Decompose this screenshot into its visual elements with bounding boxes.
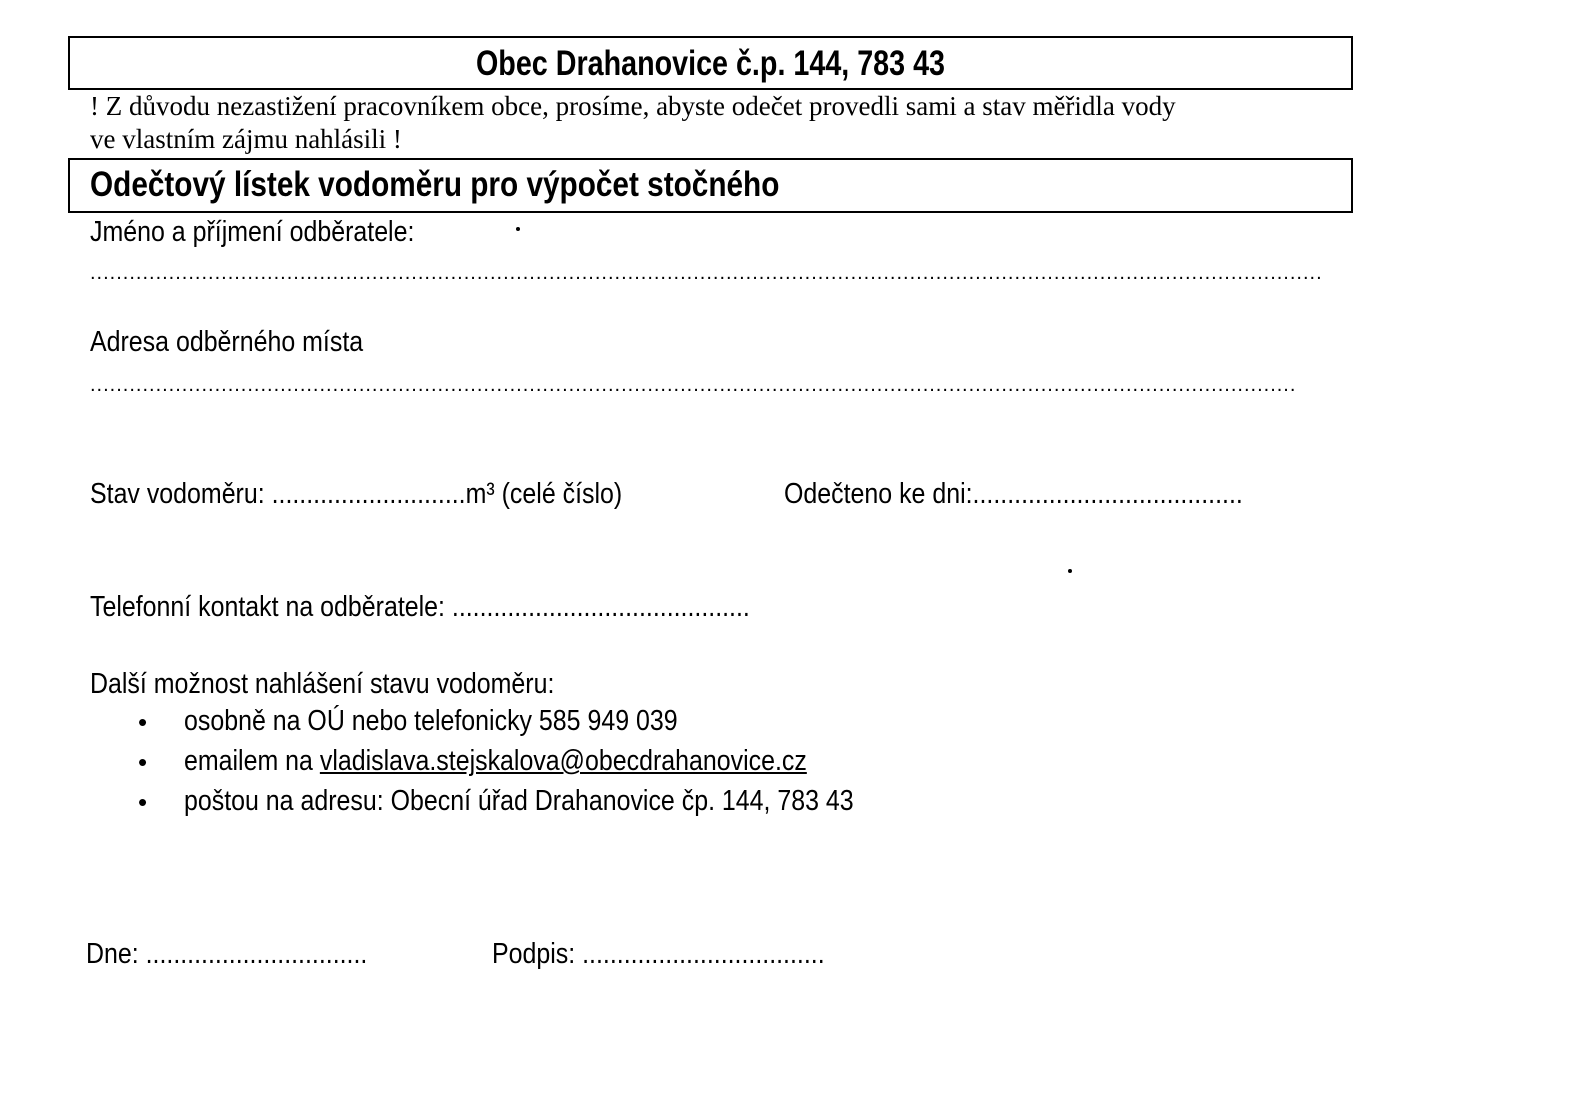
option-in-person: osobně na OÚ nebo telefonicky 585 949 039 bbox=[184, 705, 678, 737]
form-heading: Odečtový lístek vodoměru pro výpočet stočného bbox=[90, 165, 780, 204]
notice-line-1: ! Z důvodu nezastižení pracovníkem obce, prosíme, abyste odečet provedli sami a stav měřidla vody bbox=[90, 91, 1176, 121]
meter-reading-field[interactable] bbox=[90, 478, 622, 511]
address-label: Adresa odběrného místa bbox=[90, 326, 364, 358]
option-email bbox=[184, 745, 807, 778]
date-field[interactable]: Dne: ................................ bbox=[86, 938, 368, 970]
meter-reading-label: Stav vodoměru: ............................ bbox=[90, 478, 466, 510]
page-title: Obec Drahanovice č.p. 144, 783 43 bbox=[475, 44, 946, 83]
meter-unit: m³ (celé číslo) bbox=[465, 478, 623, 510]
name-field[interactable]: ............................................................................................................................................................................................ bbox=[90, 262, 1323, 284]
address-field[interactable]: ........................................................................................................................................................................................ bbox=[90, 374, 1297, 396]
bullet-icon: • bbox=[138, 707, 148, 737]
notice-text bbox=[90, 90, 1350, 156]
bullet-icon: • bbox=[138, 747, 148, 777]
scan-speck bbox=[516, 227, 520, 231]
option-post: poštou na adresu: Obecní úřad Drahanovice čp. 144, 783 43 bbox=[184, 785, 854, 817]
email-link[interactable]: vladislava.stejskalova@obecdrahanovice.cz bbox=[319, 745, 807, 777]
other-options-label: Další možnost nahlášení stavu vodoměru: bbox=[90, 668, 555, 700]
form-heading-box bbox=[68, 158, 1353, 213]
option-email-prefix: emailem na bbox=[184, 745, 320, 777]
notice-line-2: ve vlastním zájmu nahlásili ! bbox=[90, 124, 402, 154]
name-label: Jméno a příjmení odběratele: bbox=[90, 216, 415, 248]
header-box bbox=[68, 36, 1353, 90]
date-read-field[interactable]: Odečteno ke dni:....................................... bbox=[784, 478, 1243, 510]
phone-field[interactable]: Telefonní kontakt na odběratele: ........................................... bbox=[90, 591, 750, 623]
scan-speck bbox=[1068, 569, 1072, 573]
bullet-icon: • bbox=[138, 787, 148, 817]
signature-field[interactable]: Podpis: ................................... bbox=[492, 938, 825, 970]
